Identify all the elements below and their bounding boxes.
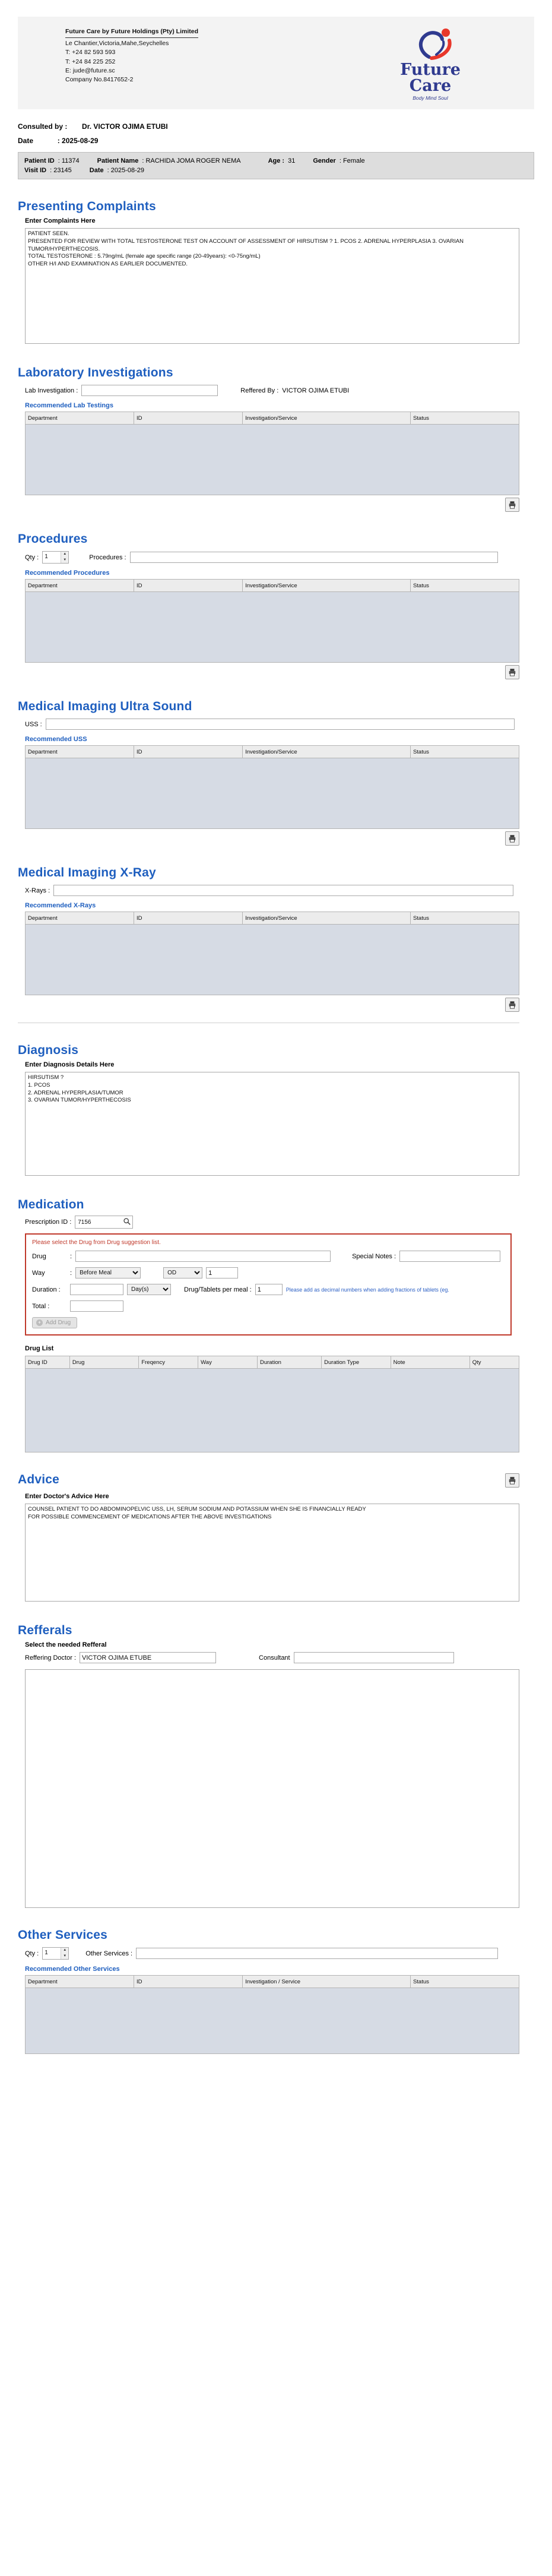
medication-add-row — [32, 1317, 505, 1328]
visit-id-label: Visit ID — [24, 167, 47, 174]
consult-date-value: 2025-08-29 — [62, 137, 99, 145]
procedures-qty-stepper[interactable] — [42, 551, 69, 564]
lab-grid-body[interactable] — [25, 425, 519, 495]
lab-col-department: Department — [26, 412, 134, 425]
lab-referred-by-value: VICTOR OJIMA ETUBI — [282, 387, 350, 394]
medication-frequency-select[interactable] — [163, 1267, 202, 1278]
other-services-col-id: ID — [134, 1976, 243, 1988]
lab-col-status: Status — [410, 412, 519, 425]
spin-down-icon[interactable]: ▼ — [61, 1954, 68, 1960]
plus-icon: + — [36, 1319, 43, 1326]
clinic-tel-2: T: +24 84 225 252 — [65, 58, 116, 65]
recommended-lab-testings-label: Recommended Lab Testings — [25, 402, 113, 409]
patient-row-1 — [24, 156, 528, 166]
patient-info-strip — [18, 152, 534, 179]
xray-col-status: Status — [410, 912, 519, 925]
drug-list-label: Drug List — [25, 1345, 54, 1352]
printer-icon[interactable] — [505, 1473, 519, 1488]
section-medical-imaging-ultrasound: Medical Imaging Ultra Sound — [18, 700, 192, 713]
advice-textarea[interactable] — [25, 1504, 519, 1602]
medication-special-notes-label: Special Notes : — [352, 1252, 396, 1260]
other-services-col-status: Status — [410, 1976, 519, 1988]
other-services-label: Other Services : — [85, 1950, 133, 1957]
patient-name-value: : RACHIDA JOMA ROGER NEMA — [142, 157, 241, 164]
procedures-col-id: ID — [134, 580, 243, 592]
section-diagnosis: Diagnosis — [18, 1043, 79, 1057]
printer-icon[interactable] — [505, 665, 519, 679]
refferals-panel[interactable] — [25, 1669, 519, 1908]
medication-frequency-qty-input[interactable] — [206, 1267, 238, 1278]
section-laboratory-investigations: Laboratory Investigations — [18, 366, 173, 379]
other-services-col-department: Department — [26, 1976, 134, 1988]
clinic-name: Future Care by Future Holdings (Pty) Limited — [65, 27, 198, 38]
spin-down-icon[interactable]: ▼ — [61, 558, 68, 564]
medication-drug-input[interactable] — [75, 1251, 331, 1262]
xray-grid-body[interactable] — [25, 925, 519, 995]
medication-way-row: Way : Before Meal OD 1 — [32, 1267, 505, 1278]
patient-row-2 — [24, 166, 528, 175]
lab-col-service: Investigation/Service — [243, 412, 411, 425]
medication-drugs-per-meal-label: Drug/Tablets per meal : — [184, 1286, 252, 1293]
drug-col-duration: Duration — [258, 1356, 322, 1369]
patient-age-value: 31 — [288, 157, 296, 164]
other-services-qty-spin-buttons[interactable] — [61, 1948, 68, 1959]
clinic-logo — [362, 27, 522, 101]
section-medical-imaging-xray: Medical Imaging X-Ray — [18, 866, 156, 879]
drug-col-drug: Drug — [69, 1356, 138, 1369]
visit-date-value: : 2025-08-29 — [107, 167, 145, 174]
medication-drugs-per-meal-input[interactable] — [255, 1284, 283, 1295]
drug-list-grid-header — [25, 1356, 519, 1369]
advice-sub-label: Enter Doctor's Advice Here — [25, 1493, 109, 1500]
patient-name-label: Patient Name — [97, 157, 139, 164]
printer-icon[interactable] — [505, 998, 519, 1012]
medication-drug-label: Drug — [32, 1252, 46, 1260]
procedures-qty-spin-buttons[interactable] — [61, 552, 68, 563]
other-services-qty-input[interactable] — [43, 1948, 61, 1958]
reffering-doctor-label: Reffering Doctor : — [25, 1654, 77, 1662]
complaints-sub-label: Enter Complaints Here — [25, 217, 96, 224]
xray-col-service: Investigation/Service — [243, 912, 411, 925]
uss-col-service: Investigation/Service — [243, 746, 411, 758]
other-services-col-service: Investigation / Service — [243, 1976, 411, 1988]
recommended-xrays-label: Recommended X-Rays — [25, 902, 96, 909]
procedures-col-service: Investigation/Service — [243, 580, 411, 592]
xray-col-id: ID — [134, 912, 243, 925]
other-services-grid-body[interactable] — [25, 1988, 519, 2054]
spin-up-icon[interactable]: ▲ — [61, 552, 68, 558]
complaints-textarea[interactable] — [25, 228, 519, 344]
patient-id-label: Patient ID — [24, 157, 55, 164]
consult-date-label: Date — [18, 137, 34, 145]
procedures-input[interactable] — [130, 552, 498, 563]
uss-col-department: Department — [26, 746, 134, 758]
consult-date-sep: : — [57, 137, 60, 145]
procedures-qty-input[interactable] — [43, 552, 61, 562]
diagnosis-sub-label: Enter Diagnosis Details Here — [25, 1061, 115, 1068]
recommended-uss-label: Recommended USS — [25, 736, 87, 743]
prescription-page — [0, 17, 552, 2576]
add-drug-button-label: Add Drug — [46, 1319, 71, 1326]
procedures-label: Procedures : — [89, 553, 126, 561]
uss-col-status: Status — [410, 746, 519, 758]
xray-label: X-Rays : — [25, 887, 50, 894]
xray-grid-header — [25, 912, 519, 925]
prescription-id-field[interactable] — [75, 1216, 133, 1229]
other-services-qty-label: Qty : — [25, 1950, 39, 1957]
patient-gender-value: : Female — [339, 157, 365, 164]
letterhead — [18, 17, 534, 109]
drug-list-grid-body[interactable] — [25, 1369, 519, 1452]
section-other-services: Other Services — [18, 1928, 108, 1942]
patient-id-value: : 11374 — [58, 157, 80, 164]
consulting-doctor: Dr. VICTOR OJIMA ETUBI — [82, 122, 168, 131]
medication-drug-row: Drug : Special Notes : — [32, 1251, 505, 1262]
reffering-doctor-input[interactable] — [80, 1652, 216, 1663]
drug-col-qty: Qty — [469, 1356, 519, 1369]
lab-referred-by-label: Reffered By : — [240, 387, 279, 394]
drug-col-note: Note — [391, 1356, 469, 1369]
clinic-email: E: jude@future.sc — [65, 67, 115, 74]
section-advice: Advice — [18, 1473, 60, 1486]
patient-gender-label: Gender — [313, 157, 336, 164]
medication-decimal-note: Please add as decimal numbers when adding fractions of tablets (eg. — [285, 1286, 449, 1293]
other-services-input[interactable] — [136, 1948, 498, 1959]
medication-duration-label: Duration : — [32, 1286, 61, 1293]
procedures-qty-label: Qty : — [25, 553, 39, 561]
recommended-other-services-label: Recommended Other Services — [25, 1966, 120, 1973]
consultant-label: Consultant — [259, 1654, 290, 1662]
lab-col-id: ID — [134, 412, 243, 425]
clinic-tel-1: T: +24 82 593 593 — [65, 49, 116, 56]
medication-total-input[interactable] — [70, 1300, 123, 1312]
uss-label: USS : — [25, 720, 42, 728]
logo-word-future: Future — [400, 61, 461, 79]
uss-input[interactable] — [46, 719, 515, 730]
drug-col-way: Way — [198, 1356, 258, 1369]
section-refferals: Refferals — [18, 1624, 72, 1637]
uss-col-id: ID — [134, 746, 243, 758]
medication-entry-panel — [25, 1233, 512, 1336]
logo-tagline: Body Mind Soul — [413, 95, 448, 101]
other-services-grid-header — [25, 1975, 519, 1988]
section-presenting-complaints: Presenting Complaints — [18, 200, 156, 213]
medication-duration-unit-select[interactable] — [127, 1284, 171, 1295]
uss-grid-body[interactable] — [25, 758, 519, 829]
medication-total-row — [32, 1300, 505, 1312]
procedures-grid-header — [25, 579, 519, 592]
clinic-company-no: Company No.8417652-2 — [65, 76, 134, 84]
drug-col-duration-type: Duration Type — [322, 1356, 391, 1369]
consulted-by-label: Consulted by : — [18, 122, 68, 131]
search-icon[interactable] — [123, 1217, 131, 1227]
visit-id-value: : 23145 — [50, 167, 72, 174]
visit-date-label: Date — [89, 167, 104, 174]
spin-up-icon[interactable]: ▲ — [61, 1948, 68, 1954]
recommended-procedures-label: Recommended Procedures — [25, 569, 110, 577]
medication-warning: Please select the Drug from Drug suggestion list. — [32, 1239, 161, 1246]
lab-grid-header — [25, 412, 519, 425]
clinic-details — [65, 27, 198, 84]
clinic-address: Le Chantier,Victoria,Mahe,Seychelles — [65, 40, 169, 48]
prescription-id-label: Prescription ID : — [25, 1219, 72, 1226]
xray-input[interactable] — [53, 885, 513, 896]
section-medication: Medication — [18, 1198, 84, 1211]
lab-investigation-input[interactable] — [81, 385, 218, 396]
medication-total-label: Total : — [32, 1302, 50, 1310]
drug-col-frequency: Freqency — [139, 1356, 198, 1369]
patient-age-label: Age : — [268, 157, 285, 164]
add-drug-button[interactable] — [32, 1317, 77, 1328]
medication-way-label: Way — [32, 1269, 45, 1277]
uss-grid-header — [25, 745, 519, 758]
procedures-grid-body[interactable] — [25, 592, 519, 663]
consulted-by-line — [18, 122, 552, 131]
drug-col-drug-id: Drug ID — [26, 1356, 70, 1369]
prescription-id-input[interactable] — [77, 1219, 110, 1226]
section-procedures: Procedures — [18, 532, 88, 546]
diagnosis-textarea[interactable] — [25, 1072, 519, 1176]
medication-duration-row — [32, 1284, 505, 1295]
lab-investigation-label: Lab Investigation : — [25, 387, 78, 394]
printer-icon[interactable] — [505, 498, 519, 512]
medication-special-notes-input[interactable] — [399, 1251, 500, 1262]
xray-col-department: Department — [26, 912, 134, 925]
consultant-input[interactable] — [294, 1652, 454, 1663]
other-services-qty-stepper[interactable] — [42, 1947, 69, 1960]
procedures-col-department: Department — [26, 580, 134, 592]
refferals-sub-label: Select the needed Refferal — [25, 1641, 107, 1648]
printer-icon[interactable] — [505, 831, 519, 846]
logo-word-care: Care — [409, 77, 452, 95]
procedures-col-status: Status — [410, 580, 519, 592]
logo-graphic-icon — [395, 27, 466, 62]
medication-duration-input[interactable] — [70, 1284, 123, 1295]
consult-date-line — [18, 137, 552, 145]
medication-way-select[interactable] — [75, 1267, 141, 1278]
